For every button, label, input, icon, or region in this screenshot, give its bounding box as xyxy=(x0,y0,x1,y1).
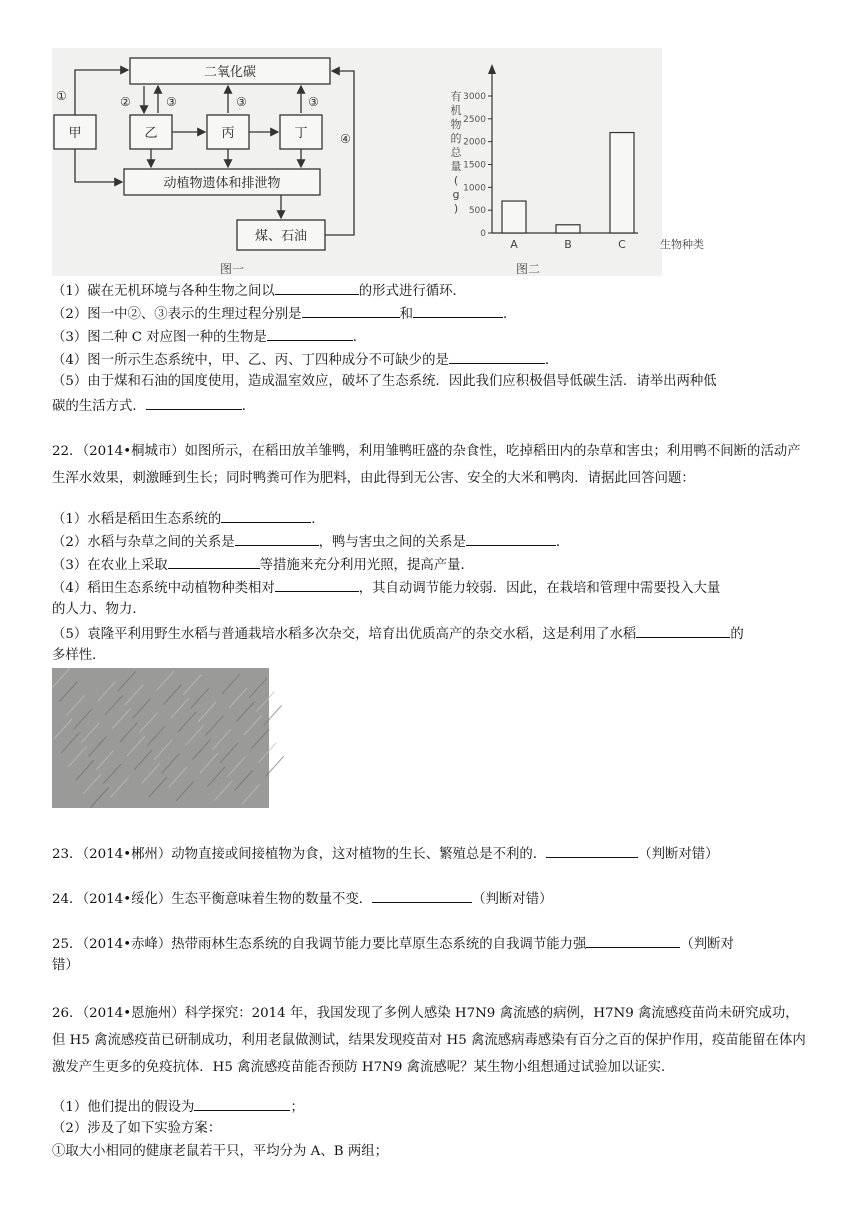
y-tick-label: 0 xyxy=(480,229,486,239)
q25-line-1: 25．（2014•赤峰）热带雨林生态系统的自我调节能力要比草原生态系统的自我调节能力强 （判断对 xyxy=(52,933,734,954)
y-axis-label-char: 有 xyxy=(450,90,462,103)
answer-blank[interactable] xyxy=(546,843,638,858)
q25-line-2: 错） xyxy=(52,958,79,973)
answer-blank[interactable] xyxy=(586,933,680,948)
q21-line-2: （2）图一中②、③表示的生理过程分别是 和 ． xyxy=(52,303,516,324)
box-coal: 煤、石油 xyxy=(254,229,308,244)
answer-blank[interactable] xyxy=(372,888,472,903)
marker-3b: ③ xyxy=(236,95,247,109)
marker-3c: ③ xyxy=(308,95,319,109)
y-axis-label-char: g xyxy=(452,188,460,201)
y-axis-label-char: 机 xyxy=(450,104,462,117)
answer-blank[interactable] xyxy=(449,349,545,364)
answer-blank[interactable] xyxy=(235,531,319,546)
answer-blank[interactable] xyxy=(636,623,730,638)
answer-blank[interactable] xyxy=(168,554,260,569)
q22-line-5b: 多样性． xyxy=(52,648,106,663)
rice-paddy-photo-texture xyxy=(52,668,269,808)
y-axis-label-char: 物 xyxy=(450,118,462,131)
q23: 23．（2014•郴州）动物直接或间接植物为食，这对植物的生长、繁殖总是不利的． （判断对错） xyxy=(52,843,719,864)
y-tick-label: 3000 xyxy=(463,92,486,102)
y-tick-label: 1500 xyxy=(463,160,486,171)
marker-2: ② xyxy=(120,95,131,109)
bar-C xyxy=(610,133,634,233)
q22-line-1: （1）水稻是稻田生态系统的 ． xyxy=(52,508,325,529)
q21-line-5a: （5）由于煤和石油的国度使用，造成温室效应，破坏了生态系统．因此我们应积极倡导低碳生活．请举出两种低 xyxy=(52,374,717,389)
q22-line-2: （2）水稻与杂草之间的关系是 ，鸭与害虫之间的关系是 ． xyxy=(52,531,569,552)
answer-blank[interactable] xyxy=(194,1096,290,1111)
q21-line-5b: 碳的生活方式． ． xyxy=(52,395,255,416)
answer-blank[interactable] xyxy=(275,280,359,295)
x-tick-label: A xyxy=(510,238,518,251)
y-axis-arrow xyxy=(488,64,496,74)
y-axis-label-char: 总 xyxy=(450,146,462,159)
figure-area xyxy=(52,48,704,276)
x-tick-label: B xyxy=(564,238,572,251)
q26-intro: 26．（2014•恩施州）科学探究：2014 年，我国发现了多例人感染 H7N9 禽流感的病例，H7N9 禽流感疫苗尚未研究成功，但 H5 禽流感疫苗已研制成功，利用老鼠做测试，结果发现疫苗对 H5 禽流感病毒感染有百分之百的保护作用，疫苗能留在体内激发产生更多的免疫抗体．H5 禽流感疫苗能否预防 H7N9 禽流感呢？某生物小组想通过试验加以证实． xyxy=(52,1006,806,1075)
q21-line-1: （1）碳在无机环境与各种生物之间以 的形式进行循环． xyxy=(52,280,466,301)
answer-blank[interactable] xyxy=(466,531,556,546)
box-co2: 二氧化碳 xyxy=(203,65,257,80)
answer-blank[interactable] xyxy=(275,577,359,592)
answer-blank[interactable] xyxy=(146,395,242,410)
y-tick-label: 2500 xyxy=(463,114,486,125)
bar-A xyxy=(502,201,526,233)
carbon-cycle-diagram xyxy=(52,48,352,276)
q22-intro: 22．（2014•桐城市）如图所示，在稻田放羊雏鸭，利用雏鸭旺盛的杂食性，吃掉稻田内的杂草和害虫；利用鸭不间断的活动产生浑水效果，刺激睡到生长；同时鸭粪可作为肥料，由此得到无公害、安全的大米和鸭肉．请据此回答问题： xyxy=(52,444,801,486)
q24: 24．（2014•绥化）生态平衡意味着生物的数量不变． （判断对错） xyxy=(52,888,552,909)
q21-line-4: （4）图一所示生态系统中，甲、乙、丙、丁四种成分不可缺少的是 ． xyxy=(52,349,558,370)
q26-line-3: ①取大小相同的健康老鼠若干只，平均分为 A、B 两组； xyxy=(52,1144,389,1159)
answer-blank[interactable] xyxy=(221,508,311,523)
q22-line-4a: （4）稻田生态系统中动植物种类相对 ，其自动调节能力较弱．因此，在栽培和管理中需要投入大量 xyxy=(52,577,720,598)
box-bing: 丙 xyxy=(221,126,235,141)
q22-line-3: （3）在农业上采取 等措施来充分利用光照，提高产量． xyxy=(52,554,474,575)
y-tick-label: 1000 xyxy=(463,183,486,194)
figure2-caption: 图二 xyxy=(516,262,541,276)
x-tick-label: C xyxy=(618,238,626,251)
figure1-caption: 图一 xyxy=(220,262,245,276)
q21-line-3: （3）图二种 C 对应图一种的生物是 ． xyxy=(52,326,366,347)
answer-blank[interactable] xyxy=(267,326,353,341)
marker-3a: ③ xyxy=(166,95,177,109)
box-jia: 甲 xyxy=(68,126,82,141)
y-tick-label: 2000 xyxy=(463,137,486,148)
answer-blank[interactable] xyxy=(302,303,400,318)
q22-line-5a: （5）袁隆平利用野生水稻与普通栽培水稻多次杂交，培育出优质高产的杂交水稻，这是利用了水稻 的 xyxy=(52,623,744,644)
box-remains: 动植物遗体和排泄物 xyxy=(163,176,281,191)
biomass-bar-chart xyxy=(362,48,704,276)
y-axis-label-char: ) xyxy=(453,202,459,215)
box-ding: 丁 xyxy=(294,126,308,141)
box-yi: 乙 xyxy=(144,126,158,141)
bar-B xyxy=(556,225,580,233)
answer-blank[interactable] xyxy=(413,303,503,318)
y-axis-label-char: 量 xyxy=(450,160,462,173)
q26-line-2: （2）涉及了如下实验方案： xyxy=(52,1121,222,1136)
rice-paddy-photo xyxy=(52,668,269,808)
q22-line-4b: 的人力、物力． xyxy=(52,602,146,617)
y-axis-label-char: 的 xyxy=(450,132,462,145)
marker-4: ④ xyxy=(340,132,351,146)
x-axis-label: 生物种类 xyxy=(660,238,704,251)
marker-1: ① xyxy=(56,89,67,103)
q26-line-1: （1）他们提出的假设为 ； xyxy=(52,1096,304,1117)
y-axis-label-char: ( xyxy=(453,174,459,187)
y-tick-label: 500 xyxy=(468,206,486,217)
